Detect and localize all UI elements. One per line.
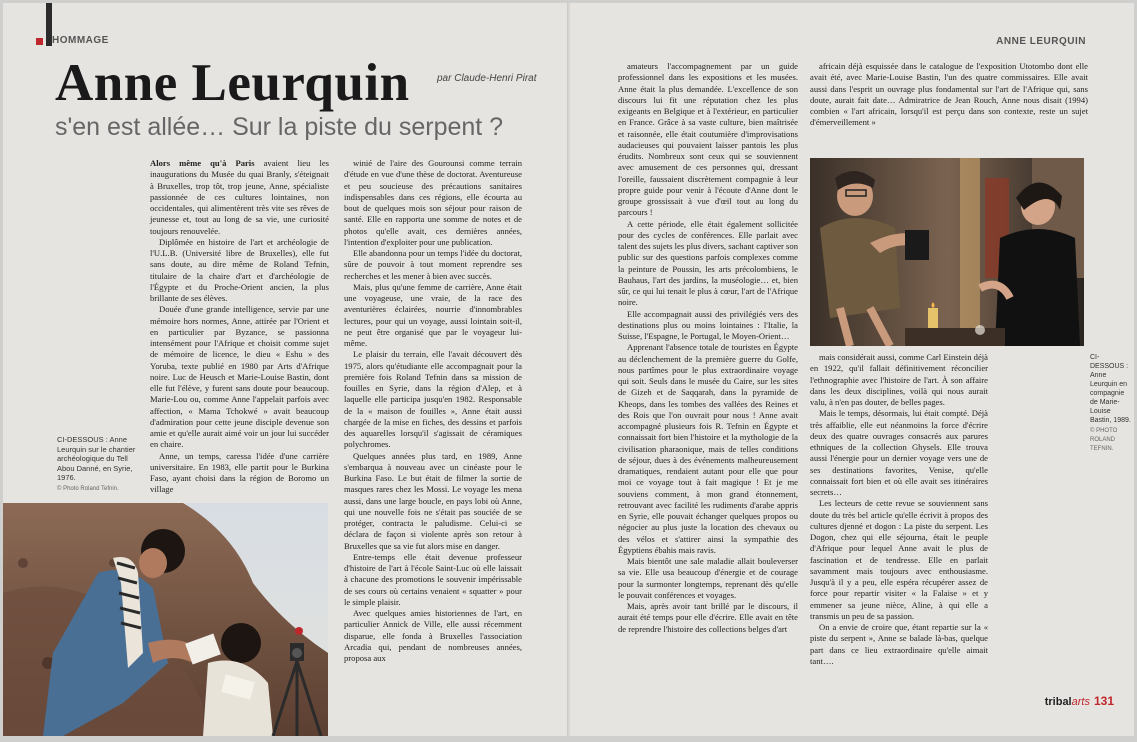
lead-in: Alors même qu'à Paris (150, 158, 255, 168)
photo-caption-right (1090, 353, 1132, 454)
paragraph (344, 451, 522, 552)
right-page (570, 3, 1134, 736)
right-column-1 (618, 61, 798, 635)
paragraph (618, 342, 798, 556)
paragraph-text: avaient lieu les inaugurations du Musée du quai Branly, s'éteignait à Bruxelles, trop tôt, trop jeune, Anne, spécialiste passionnée de ces cultures lointaines, non occidentales, qui alimentèrent très vite ses rêves de jeunesse et, tout au long de sa vie, une curiosité toujours renouvelée. (150, 158, 329, 236)
paragraph (810, 61, 1088, 129)
paragraph-text: Elle accompagnait aussi des privilégiés vers des destinations plus ou moins lointaines : l'Italie, la Suisse, l'Espagne, le Portugal, le Moyen-Orient… (618, 308, 798, 341)
paragraph (150, 451, 329, 496)
left-column-1 (150, 158, 329, 496)
photo-excavation-syria (3, 503, 328, 736)
footer-brand-tribal: tribal (1044, 696, 1072, 708)
paragraph-text: Avec quelques amies historiennes de l'art, en particulier Annick de Ville, elle aussi récemment disparue, elle fonda à Bruxelles l'association Arcadia qui, pendant de nombreuses années, proposa aux (344, 608, 522, 663)
footer-brand-arts: arts (1071, 696, 1090, 708)
paragraph (344, 282, 522, 350)
photo-anne-with-bastin (810, 158, 1084, 346)
caption-credit: © Photo Roland Tefnin. (57, 485, 119, 492)
paragraph (618, 219, 798, 309)
paragraph-text: Mais, après avoir tant brillé par le discours, il aurait été temps pour elle d'écrire. Elle avait en tête de reprendre l'histoire des collections belges d'art (618, 601, 798, 634)
article-subtitle: s'en est allée… Sur la piste du serpent ? (55, 113, 504, 141)
paragraph-text: Elle abandonna pour un temps l'idée du doctorat, sûre de pouvoir à tout moment reprendre ses recherches et les mener à bien avec succès. (344, 248, 522, 281)
paragraph (810, 622, 988, 667)
section-marker-square (36, 38, 43, 45)
caption-text: CI-DESSOUS : Anne Leurquin en compagnie de Marie-Louise Bastin, 1989. (1090, 354, 1131, 424)
paragraph (810, 498, 988, 622)
paragraph-text: Mais, plus qu'une femme de carrière, Anne était une voyageuse, une vraie, de la race des aventurières éclairées, nourrie d'innombrables lectures, pour qui un voyage, aussi lointain soit-il, ne peut être organisé que par le voyageur lui-même. (344, 281, 522, 348)
paragraph (618, 309, 798, 343)
portrait-photo-illustration (810, 158, 1084, 346)
paragraph (150, 304, 329, 450)
paragraph (344, 349, 522, 450)
paragraph (810, 352, 988, 408)
article-byline: par Claude-Henri Pirat (437, 73, 537, 84)
excavation-photo-illustration (3, 503, 328, 736)
paragraph-text: Les lecteurs de cette revue se souviennent sans doute du très bel article qu'elle écrivit à propos des cultures djenné et dogon : La piste du serpent. Les Dogon, chez qui elle séjourna, était le peuple d'Afrique pour lequel Anne avait le plus de fascination et de tendresse. Elle en parlait savamment mais toujours avec enthousiasme. Jusqu'à il y a peu, elle espéra récupérer assez de force pour repartir visiter « la Falaise » et y emmener sa jeune nièce, Aline, à qui elle a transmis un peu de sa passion. (810, 498, 988, 621)
paragraph (618, 556, 798, 601)
paragraph (344, 552, 522, 608)
paragraph (344, 158, 522, 248)
left-page: HOMMAGE Anne Leurquin par Claude-Henri Pirat s'en est allée… Sur la piste du serpent ? Alors même qu'à Paris avaient lieu les inaugurations du Musée du quai Branly, s'éteignait à Bruxelles, trop tôt, trop jeune, Anne, spécialiste passionnée de ces cultures lointaines, non occidentales, qui alimentèrent très vite ses rêves de jeunesse et, tout au long de sa vie, une curiosité toujours renouvelée. Diplômée en histoire de l'art et archéologie de l'U.L.B. (Université libre de Bruxelles), elle fut sans doute, au dire même de Roland Tefnin, titulaire de la chaire d'art et d'archéologie de l'Égypte et du Proche-Orient ancien, la plus brillante de ses élèves. Douée d'une grande intelligence, servie par une mémoire hors normes, Anne, attirée par l'Orient et en particulier par Byzance, se passionna intensément pour l'Afrique et choisit comme sujet de mémoire de licence, le dieu « Eshu » des Yoruba, texte publié en 1980 par Arts d'Afrique noire. Luc de Heusch et Marie-Louise Bastin, dont elle fut l'élève, y furent sans doute pour beaucoup. Marie-Lou ou, comme Anne l'appelait parfois avec affection, « Mama Tchokwé » avait beaucoup d'admiration pour cette jeune disciple devenue son amie et qu'elle aurait aimé voir un jour lui succéder en chaire. Anne, un temps, caressa l'idée d'une carrière universitaire. En 1983, elle partit pour le Burkina Faso, ayant choisi dans la région de Boromo un village winié de l'aire des Gourounsi comme terrain d'étude en vue d'une thèse de doctorat. Aventureuse et peu soucieuse des précautions sanitaires indispensables dans ces régions, elle écourta au bout de quelques mois son séjour pour raison de santé. Elle en rapporta une somme de notes et de photos qu'elle avait, ces dernières années, l'intention d'exploiter pour une publication. Elle abandonna pour un temps l'idée du doctorat, sûre de pouvoir à tout moment reprendre ses recherches et les mener à bien avec succès. Mais, plus qu'une femme de carrière, Anne était une voyageuse, une vraie, de la race des aventurières éclairées, nourrie d'innombrables lectures, pour qui un voyage, aussi lointain soit-il, ne peut être organisé que par le voyageur lui-même. Le plaisir du terrain, elle l'avait découvert dès 1975, alors qu'étudiante elle accompagnait pour la première fois Roland Tefnin dans sa mission de fouilles en Syrie, dans la région d'Alep, et à laquelle elle participa jusqu'en 1982. Responsable de la « maison de fouilles », Anne était aussi chargée de la mise en fiches, des dessins et parfois des aquarelles lorsqu'il s'agissait de céramiques polychromes. Quelques années plus tard, en 1989, Anne s'embarqua à nouveau avec un cinéaste pour le Burkina Faso. Le but était de filmer la sortie de masques rares chez les Mossi. Le voyage les mena aussi, dans une large boucle, en pays lobi où Anne, qui une nouvelle fois ne s'était pas souciée de se protéger, contracta le paludisme. Celui-ci se déclara de façon si violente après son retour à Bruxelles que sa vie fut alors mise en danger. Entre-temps elle était devenue professeur d'histoire de l'art à l'école Saint-Luc où elle laissait à chacune des promotions le souvenir impérissable de ses cours où certains venaient « squatter » pour le simple plaisir. Avec quelques amies historiennes de l'art, en particulier Annick de Ville, elle aussi récemment disparue, elle fonda à Bruxelles l'association Arcadia qui, pendant de nombreuses années, proposa aux CI-DESSOUS : Anne Leurquin sur le chantier archéologique du Tell Abou Danné, en Syrie, 1976. © Photo Roland Tefnin. (3, 3, 568, 736)
paragraph-text: africain déjà esquissée dans le catalogue de l'exposition Utotombo dont elle avait été, avec Marie-Louise Bastin, l'un des quatre commissaires. Elle avait aussi dans l'esprit un ouvrage plus fondamental sur l'art de l'Afrique qui, sans doute, aurait fait date… Admiratrice de Jean Rouch, Anne nous disait (1994) combien « l'art africain, lorsqu'il est perçu dans son contexte, reste un sujet d'émerveillement » (810, 61, 1088, 128)
photo-caption-left (57, 435, 141, 494)
paragraph-text: winié de l'aire des Gourounsi comme terrain d'étude en vue d'une thèse de doctorat. Aventureuse et peu soucieuse des précautions sanitaires indispensables dans ces régions, elle écourta au bout de quelques mois son séjour pour raison de santé. Elle en rapporta une somme de notes et de photos qu'elle avait, ces dernières années, l'intention d'exploiter pour une publication. (344, 158, 522, 247)
running-header: ANNE LEURQUIN (996, 36, 1086, 47)
paragraph (344, 608, 522, 664)
paragraph-text: Diplômée en histoire de l'art et archéologie de l'U.L.B. (Université libre de Bruxelles), elle fut sans doute, au dire même de Roland Tefnin, titulaire de la chaire d'art et d'archéologie de l'Égypte et du Proche-Orient ancien, la plus brillante de ses élèves. (150, 236, 329, 303)
article-title: Anne Leurquin (55, 54, 410, 112)
page-footer (1045, 694, 1114, 708)
paragraph (810, 408, 988, 498)
paragraph (618, 61, 798, 219)
paragraph-text: Le plaisir du terrain, elle l'avait découvert dès 1975, alors qu'étudiante elle accompagnait pour la première fois Roland Tefnin dans sa mission de fouilles en Syrie, dans la région d'Alep, et à laquelle elle participa jusqu'en 1982. Responsable de la « maison de fouilles », Anne était aussi chargée de la mise en fiches, des dessins et parfois des aquarelles lorsqu'il s'agissait de céramiques polychromes. (344, 349, 522, 450)
left-column-2 (344, 158, 522, 664)
paragraph-text: Entre-temps elle était devenue professeur d'histoire de l'art à l'école Saint-Luc où elle laissait à chacune des promotions le souvenir impérissable de ses cours où certains venaient « squatter » pour le simple plaisir. (344, 551, 522, 607)
paragraph (150, 158, 329, 237)
right-column-2-top (810, 61, 1088, 129)
page-number: 131 (1093, 694, 1114, 708)
paragraph-text: Apprenant l'absence totale de touristes en Égypte au déclenchement de la première guerre du Golfe, nous partîmes pour le plus extraordinaire voyage qui soit. Seuls dans le musée du Caire, sur les sites de Gizeh et de Saqqarah, dans la pyramide de Kheops, dans les tombes des vallées des Reines et des Rois que l'on ouvrait pour nous ! Anne avait accompagné plusieurs fois R. Tefnin en Égypte et connaissait fort bien l'histoire et la mythologie de la civilisation pharaonique, mais de telles conditions de séjour, dues à des événements malheureusement dramatiques, rendaient autant pour elle que pour moi ce voyage tout à fait magique ! Et je me souviens comment, à mon grand étonnement, retrouvant avec facilité les rudiments d'arabe appris en Syrie, elle pouvait échanger quelques propos ou négocier au plus juste la location des chevaux ou des vélos et s'attirer ainsi la sympathie des Égyptiens ébahis mais ravis. (618, 342, 798, 555)
paragraph-text: Mais bientôt une sale maladie allait bouleverser sa vie. Elle usa beaucoup d'énergie et de courage pour la surmonter longtemps, reprenant dès qu'elle le pouvait conférences et voyages. (618, 556, 798, 600)
paragraph-text: Quelques années plus tard, en 1989, Anne s'embarqua à nouveau avec un cinéaste pour le Burkina Faso. Le but était de filmer la sortie de masques rares chez les Mossi. Le voyage les mena aussi, dans une large boucle, en pays lobi où Anne, qui une nouvelle fois ne s'était pas souciée de se protéger, contracta le paludisme. Celui-ci se déclara de façon si violente après son retour à Bruxelles que sa vie fut alors mise en danger. (344, 450, 522, 551)
paragraph-text: mais considérait aussi, comme Carl Einstein déjà en 1922, qu'il fallait définitivement réconcilier l'ethnographie avec l'histoire de l'art. À son affaire dans les deux disciplines, voilà qui nous aurait valu, à n'en pas douter, de belles pages. (810, 352, 988, 407)
paragraph (344, 248, 522, 282)
paragraph-text: A cette période, elle était également sollicitée pour des cycles de conférences. Elle parlait avec talent des sujets les plus divers, sachant captiver son public sur des questions parfois complexes comme la peinture de Poussin, les arts précolombiens, le Bauhaus, l'art des jardins, la muséologie… et, bien sûr, ce qui lui tenait le plus à cœur, l'art de l'Afrique noire. (618, 218, 798, 308)
paragraph-text: Mais le temps, désormais, lui était compté. Déjà très affaiblie, elle eut néanmoins la force d'écrire deux des quatre ouvrages consacrés aux parures ethniques de la collection Ghysels. Elle trouva aussi l'énergie pour un dernier voyage vers une de ses destinations favorites, Venise, qu'elle connaissait fort bien et où elle avait ses itinéraires secrets… (810, 408, 988, 497)
caption-text: CI-DESSOUS : Anne Leurquin sur le chantier archéologique du Tell Abou Danné, en Syrie, 1976. (57, 435, 136, 482)
paragraph (150, 237, 329, 305)
right-column-2-bottom (810, 352, 988, 667)
paragraph-text: Anne, un temps, caressa l'idée d'une carrière universitaire. En 1983, elle partit pour le Burkina Faso, ayant choisi dans la région de Boromo un village (150, 450, 329, 495)
paragraph (618, 601, 798, 635)
paragraph-text: amateurs l'accompagnement par un guide professionnel dans les expositions et les musées. Anne était la plus demandée. L'excellence de son discours lui fit une réputation chez les plus exigeants en Belgique et à l'extérieur, en particulier en France. Grâce à sa vaste culture, bien maîtrisée et raisonnée, elle était coutumière d'improvisations audacieuses qui pouvaient laisser pantois les plus érudits. Nombreux sont ceux qui se souviennent avec amusement de ces personnes qui, dressant l'oreille, faussaient discrètement compagnie à leur propre guide pour venir à l'écoute d'Anne dont le groupe grossissait à vue d'œil tout au long du parcours ! (618, 61, 798, 218)
paragraph-text: On a envie de croire que, étant repartie sur la « piste du serpent », Anne se balade là-bas, quelque part dans ce lieu extraordinaire qu'elle aimait tant…. (810, 622, 988, 666)
caption-credit: © PHOTO ROLAND TEFNIN. (1090, 428, 1118, 452)
paragraph-text: Douée d'une grande intelligence, servie par une mémoire hors normes, Anne, attirée par l'Orient et en particulier par Byzance, se passionna intensément pour l'Afrique et choisit comme sujet de mémoire de licence, le dieu « Eshu » des Yoruba, texte publié en 1980 par Arts d'Afrique noire. Luc de Heusch et Marie-Louise Bastin, dont elle fut l'élève, y furent sans doute pour beaucoup. Marie-Lou ou, comme Anne l'appelait parfois avec affection, « Mama Tchokwé » avait beaucoup d'admiration pour cette jeune disciple devenue son amie et qu'elle aurait aimé voir un jour lui succéder en chaire. (150, 304, 329, 450)
